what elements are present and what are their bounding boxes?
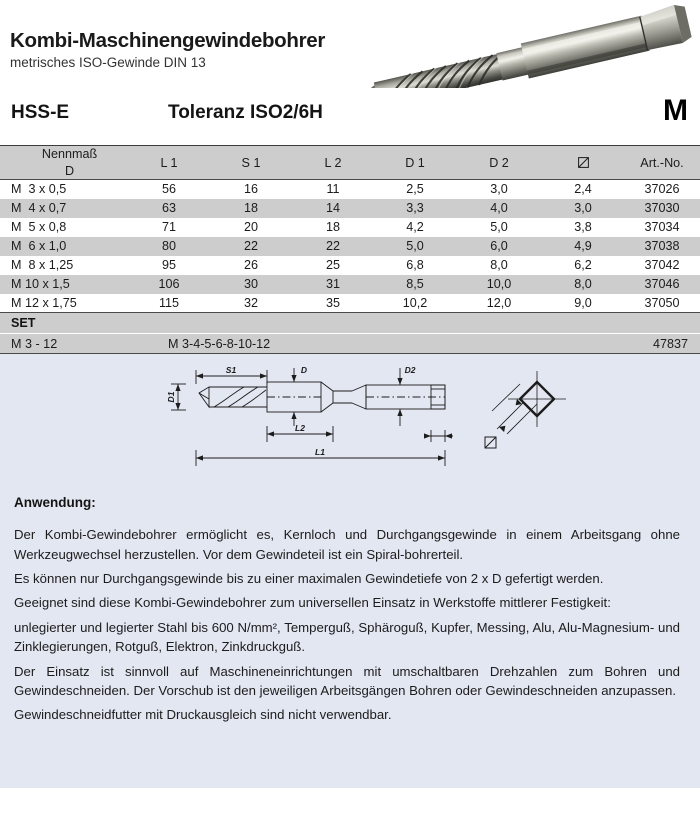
- cell-l1: 63: [161, 201, 176, 216]
- column-header-nennmass-line1: Nennmaß: [41, 147, 98, 161]
- set-row: [0, 333, 700, 354]
- cell-nennmass: M 6 x 1,0: [11, 239, 67, 254]
- cell-s1: 16: [243, 182, 258, 197]
- column-header-art-no: Art.-No.: [624, 146, 700, 180]
- cell-d2: 5,0: [490, 220, 508, 235]
- cell-d2: 6,0: [490, 239, 508, 254]
- application-paragraph: Der Einsatz ist sinnvoll auf Maschineneinrichtungen mit umschaltbaren Drehzahlen zum Bohren und Gewindeschneiden. Der Vorschub ist den jeweiligen Arbeitsgängen Bohren oder Gewindeschneiden anzupassen.: [14, 663, 680, 699]
- cell-d2: 10,0: [486, 277, 512, 292]
- table-body: [0, 180, 700, 313]
- table-row: [0, 180, 700, 199]
- square-slash-icon: [578, 157, 589, 168]
- application-paragraph: Es können nur Durchgangsgewinde bis zu einer maximalen Gewindetiefe von 2 x D gefertigt werden.: [14, 571, 604, 587]
- cell-art-no: 37030: [644, 201, 680, 216]
- cell-d2: 4,0: [490, 201, 508, 216]
- table-row: [0, 275, 700, 294]
- dim-label-l2: L2: [295, 423, 305, 434]
- cell-d1: 6,8: [406, 258, 424, 273]
- page-header: [0, 0, 700, 88]
- cell-square: 2,4: [574, 182, 592, 197]
- table-row: [0, 218, 700, 237]
- cell-d1: 10,2: [374, 294, 456, 313]
- cell-s1: 20: [243, 220, 258, 235]
- cell-l2: 11: [326, 182, 340, 197]
- cell-nennmass: M 8 x 1,25: [11, 258, 74, 273]
- cell-l2: 25: [325, 258, 340, 273]
- cell-s1: 18: [243, 201, 258, 216]
- cell-s1: 22: [243, 239, 258, 254]
- dim-label-s1: S1: [225, 365, 237, 376]
- tool-dimension-drawing: [0, 354, 700, 485]
- column-header-l1: L 1: [128, 146, 210, 180]
- dim-label-d1: D1: [166, 391, 176, 403]
- dim-label-d2: D2: [404, 365, 416, 376]
- cell-nennmass: M 4 x 0,7: [11, 201, 67, 216]
- cell-square: 9,0: [542, 294, 624, 313]
- cell-d1: 8,5: [406, 277, 424, 292]
- application-paragraph: Gewindeschneidfutter mit Druckausgleich sind nicht verwendbar.: [14, 707, 392, 723]
- cell-l1: 71: [161, 220, 176, 235]
- set-block: [0, 313, 700, 354]
- column-header-d1: D 1: [374, 146, 456, 180]
- cell-d1: 2,5: [406, 182, 424, 197]
- square-slash-icon: [485, 437, 496, 448]
- cell-s1: 26: [243, 258, 258, 273]
- material-grade: HSS-E: [11, 102, 70, 123]
- set-contents: M 3-4-5-6-8-10-12: [168, 337, 271, 352]
- cell-l1: 115: [128, 294, 210, 313]
- application-heading: Anwendung:: [14, 495, 96, 511]
- cell-d2: 8,0: [490, 258, 508, 273]
- cell-nennmass: M 5 x 0,8: [11, 220, 67, 235]
- cell-art-no: 37042: [644, 258, 680, 273]
- title-block: [10, 30, 325, 70]
- page-title: Kombi-Maschinengewindebohrer: [10, 29, 326, 52]
- cell-d1: 4,2: [406, 220, 424, 235]
- cell-l2: 35: [292, 294, 374, 313]
- table-row: [0, 237, 700, 256]
- column-header-s1: S 1: [210, 146, 292, 180]
- dim-label-l1: L1: [315, 447, 325, 458]
- tolerance-class: Toleranz ISO2/6H: [168, 102, 323, 123]
- cell-art-no: 37026: [644, 182, 680, 197]
- cell-l2: 31: [325, 277, 340, 292]
- cell-d2: 12,0: [456, 294, 542, 313]
- cell-nennmass: M 10 x 1,5: [11, 277, 70, 292]
- cell-square: 3,0: [574, 201, 592, 216]
- cell-d2: 3,0: [490, 182, 508, 197]
- technical-diagram-panel: [0, 354, 700, 485]
- cell-l2: 22: [325, 239, 340, 254]
- cell-l2: 14: [325, 201, 340, 216]
- cell-square: 3,8: [574, 220, 592, 235]
- cell-s1: 30: [243, 277, 258, 292]
- cell-l1: 80: [161, 239, 176, 254]
- application-paragraph: Der Kombi-Gewindebohrer ermöglicht es, Kernloch und Durchgangsgewinde in einem Arbeitsgang ohne Werkzeugwechsel herzustellen. Vor dem Gewindeteil ist ein Spiral-bohrerteil.: [14, 527, 680, 562]
- set-title: SET: [0, 313, 700, 333]
- cell-art-no: 37050: [624, 294, 700, 313]
- cell-nennmass: M 3 x 0,5: [11, 182, 67, 197]
- table-header-row: [0, 146, 700, 180]
- cell-l1: 56: [161, 182, 176, 197]
- set-art-no: 47837: [652, 337, 688, 352]
- cell-art-no: 37034: [644, 220, 680, 235]
- set-size-range: M 3 - 12: [11, 337, 58, 352]
- column-header-nennmass: [0, 146, 128, 180]
- dim-label-d: D: [300, 365, 308, 376]
- table-row: [0, 294, 700, 313]
- cell-d1: 5,0: [406, 239, 424, 254]
- column-header-nennmass-line2: D: [64, 163, 75, 178]
- cell-art-no: 37038: [644, 239, 680, 254]
- application-panel: [0, 485, 700, 788]
- cell-l1: 106: [158, 277, 180, 292]
- cell-l1: 95: [161, 258, 176, 273]
- column-header-square: [542, 146, 624, 180]
- cell-square: 4,9: [574, 239, 592, 254]
- cell-s1: 32: [210, 294, 292, 313]
- spec-row: [0, 88, 700, 146]
- cell-square: 6,2: [574, 258, 592, 273]
- table-row: [0, 199, 700, 218]
- table-row: [0, 256, 700, 275]
- specification-table: [0, 146, 700, 313]
- thread-standard-mark: M: [663, 94, 688, 127]
- cell-nennmass: M 12 x 1,75: [0, 294, 128, 313]
- column-header-d2: D 2: [456, 146, 542, 180]
- column-header-l2: L 2: [292, 146, 374, 180]
- cell-art-no: 37046: [644, 277, 680, 292]
- product-photo: [330, 0, 700, 88]
- cell-l2: 18: [325, 220, 340, 235]
- application-paragraph: unlegierter und legierter Stahl bis 600 N/mm², Temperguß, Sphäroguß, Kupfer, Messing, Alu, Alu-Magnesium- und Zinklegierungen, Rotguß, Elektron, Zinkdruckguß.: [14, 619, 680, 655]
- cell-square: 8,0: [574, 277, 592, 292]
- page-subtitle: metrisches ISO-Gewinde DIN 13: [10, 54, 206, 70]
- cell-d1: 3,3: [406, 201, 424, 216]
- application-paragraph: Geeignet sind diese Kombi-Gewindebohrer zum universellen Einsatz in Werkstoffe mittlerer Festigkeit:: [14, 595, 611, 611]
